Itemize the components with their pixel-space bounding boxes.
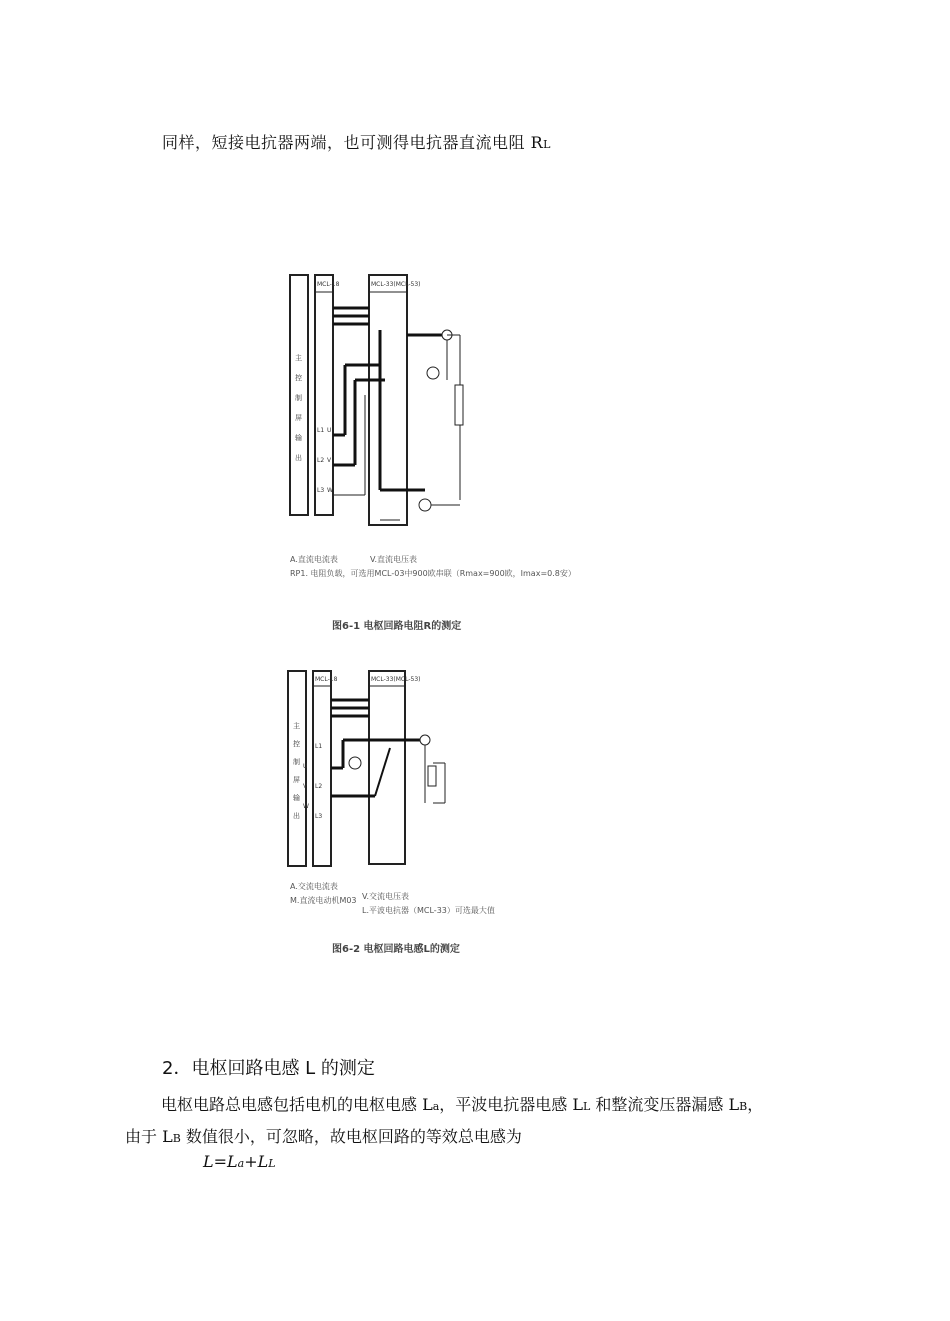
phase-label: L2 [315, 783, 323, 790]
legend-item: A.直流电流表 [290, 555, 338, 564]
subscript: B [739, 1100, 748, 1113]
panel-char: 控 [293, 740, 300, 748]
header-right-label: MCL-33(MCL-53) [371, 281, 421, 288]
circuit-svg-1 [285, 270, 475, 550]
legend-item: RP1. 电阻负载，可选用MCL-03中900欧串联（Rmax=900欧，Imax=0.8安） [290, 569, 576, 578]
phase-out-label: U [327, 427, 332, 434]
panel-char: 主 [293, 722, 300, 730]
legend-item: V.直流电压表 [370, 555, 417, 564]
paragraph-text: 同样，短接电抗器两端，也可测得电抗器直流电阻 R [162, 133, 544, 152]
subscript: a [237, 1157, 245, 1170]
text-run: 由于 L [125, 1127, 173, 1146]
section-heading: 2．电枢回路电感 L 的测定 [162, 1058, 375, 1079]
text-run: 数值很小，可忽略，故电枢回路的等效总电感为 [180, 1127, 522, 1146]
legend-item: M.直流电动机M03 [290, 896, 357, 905]
paragraph-2 [125, 1090, 845, 1154]
circuit-svg-2 [285, 668, 475, 868]
panel-char: 出 [293, 812, 300, 820]
panel-char: 控 [295, 374, 302, 382]
legend-item: A.交流电流表 [290, 882, 338, 891]
panel-char: 制 [295, 394, 302, 402]
phase-out-label: V [303, 783, 308, 790]
legend-item: V.交流电压表 [362, 892, 409, 901]
phase-out-label: W [303, 803, 309, 810]
figure2-legend-right [362, 890, 495, 918]
panel-char: 出 [295, 454, 302, 462]
panel-char: 制 [293, 758, 300, 766]
panel-char: 主 [295, 354, 302, 362]
formula-operator: = [213, 1152, 228, 1171]
figure1-legend [290, 553, 576, 581]
paragraph-line [162, 130, 551, 153]
panel-char: 输 [295, 434, 302, 442]
phase-label: L1 [315, 743, 323, 750]
phase-label: L2 [317, 457, 325, 464]
formula-term: L [257, 1152, 269, 1171]
header-left-label: MCL-18 [317, 281, 340, 288]
legend-item: L.平波电抗器（MCL-33）可选最大值 [362, 906, 495, 915]
figure2-caption: 图6-2 电枢回路电感L的测定 [332, 944, 460, 955]
subscript: L [268, 1157, 276, 1170]
phase-label: L1 [317, 427, 325, 434]
circuit-diagram-2 [285, 668, 475, 872]
subscript: L [583, 1100, 591, 1113]
text-run: 和整流变压器漏感 L [590, 1095, 740, 1114]
circuit-diagram-1 [285, 270, 475, 554]
text-run: ，平波电抗器电感 L [439, 1095, 583, 1114]
subscript: L [543, 138, 551, 151]
paragraph-line-2 [125, 1122, 845, 1154]
subscript: B [172, 1132, 181, 1145]
phase-label: L3 [317, 487, 325, 494]
paragraph-line-1 [125, 1090, 845, 1122]
phase-out-label: V [327, 457, 332, 464]
text-run: ， [747, 1095, 764, 1114]
phase-label: L3 [315, 813, 323, 820]
phase-out-label: U [303, 763, 308, 770]
text-run: 电枢电路总电感包括电机的电枢电感 L [161, 1095, 433, 1114]
panel-char: 屏 [293, 776, 300, 784]
panel-char: 输 [293, 794, 300, 802]
formula-term: L [203, 1152, 214, 1171]
formula-operator: + [244, 1152, 258, 1171]
header-left-label: MCL-18 [315, 676, 338, 683]
figure2-legend [290, 880, 357, 908]
subscript: a [432, 1100, 440, 1113]
formula-term: L [227, 1152, 238, 1171]
phase-out-label: W [327, 487, 333, 494]
header-right-label: MCL-33(MCL-53) [371, 676, 421, 683]
panel-char: 屏 [295, 414, 302, 422]
formula [203, 1152, 276, 1171]
figure1-caption: 图6-1 电枢回路电阻R的测定 [332, 621, 462, 632]
